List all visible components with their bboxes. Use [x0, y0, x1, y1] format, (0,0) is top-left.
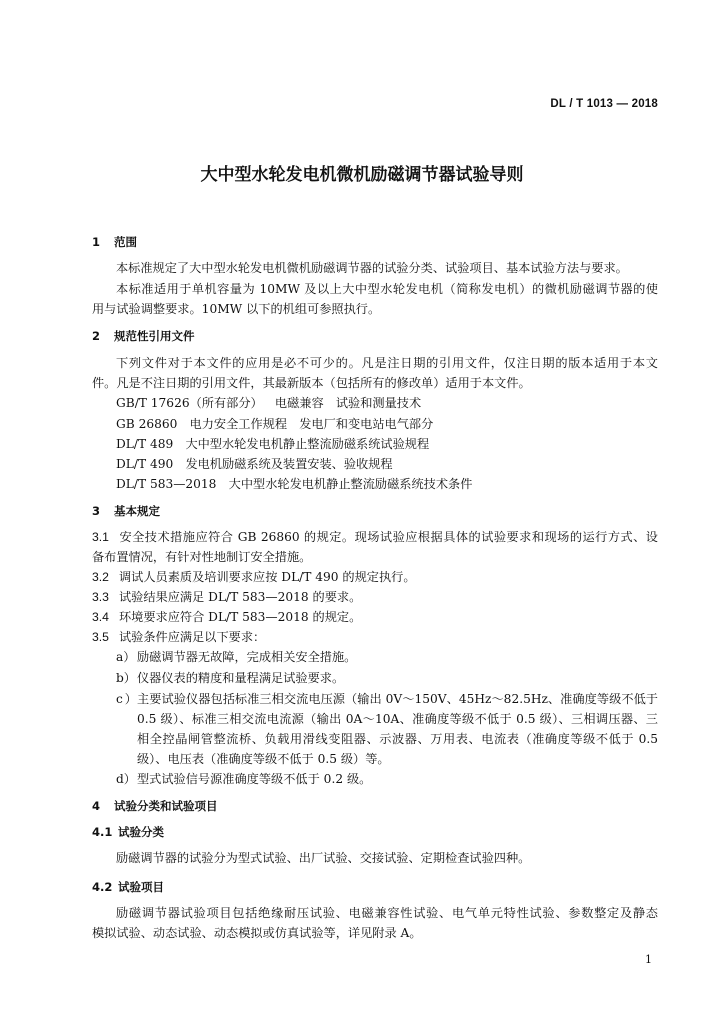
page-number: 1 [645, 953, 652, 966]
reference-title: 大中型水轮发电机静止整流励磁系统试验规程 [185, 437, 430, 451]
section-title: 基本规定 [114, 504, 160, 518]
paragraph-line: 下列文件对于本文件的应用是必不可少的。凡是注日期的引用文件，仅注日期的版本适用于本文 [116, 356, 658, 370]
list-item-d [116, 771, 371, 787]
item-label: a） [116, 650, 136, 664]
item-label: c） [116, 692, 137, 706]
list-item-c [116, 691, 658, 707]
clause-3-5 [92, 629, 265, 645]
clause-text: 安全技术措施应符合 GB 26860 的规定。现场试验应根据具体的试验要求和现场的运行方式、设 [119, 530, 658, 544]
item-text: 型式试验信号源准确度等级不低于 0.2 级。 [137, 772, 372, 786]
reference-item [116, 456, 393, 472]
reference-title: 电磁兼容 试验和测量技术 [274, 396, 422, 410]
reference-item [116, 395, 421, 411]
paragraph-line: 励磁调节器试验项目包括绝缘耐压试验、电磁兼容性试验、电气单元特性试验、参数整定及静态 [116, 906, 658, 920]
item-text: 仪器仪表的精度和量程满足试验要求。 [137, 671, 345, 685]
item-line: 相全控晶闸管整流桥、负载用滑线变阻器、示波器、万用表、电流表（准确度等级不低于 0.5 [137, 732, 658, 746]
section-1-heading [92, 234, 137, 250]
section-title: 规范性引用文件 [114, 329, 195, 343]
document-title: 大中型水轮发电机微机励磁调节器试验导则 [200, 165, 524, 185]
section-3-heading [92, 503, 160, 519]
list-item-a [116, 649, 356, 665]
item-text: 励磁调节器无故障，完成相关安全措施。 [137, 650, 357, 664]
section-number: 4 [92, 799, 101, 813]
item-line: 0.5 级）、标准三相交流电流源（输出 0A～10A、准确度等级不低于 0.5 级）、三相调压器、三 [137, 712, 658, 726]
paragraph: 本标准规定了大中型水轮发电机微机励磁调节器的试验分类、试验项目、基本试验方法与要求。 [116, 261, 628, 275]
clause-3-4 [92, 609, 361, 625]
clause-3-2 [92, 569, 416, 585]
paragraph-line: 用与试验调整要求。10MW 以下的机组可参照执行。 [92, 302, 381, 316]
reference-title: 发电机励磁系统及装置安装、验收规程 [185, 457, 393, 471]
clause-text: 环境要求应符合 DL/T 583—2018 的规定。 [119, 610, 362, 624]
reference-title: 电力安全工作规程 发电厂和变电站电气部分 [189, 417, 434, 431]
subsection-number: 4.2 [92, 880, 113, 894]
paragraph-line: 件。凡是不注日期的引用文件，其最新版本（包括所有的修改单）适用于本文件。 [92, 376, 531, 390]
clause-number: 3.3 [92, 590, 109, 604]
reference-item [116, 436, 429, 452]
section-4-heading [92, 798, 218, 814]
section-title: 范围 [114, 235, 137, 249]
reference-code: GB/T 17626（所有部分） [116, 396, 263, 410]
clause-number: 3.2 [92, 570, 109, 584]
clause-3-3 [92, 589, 361, 605]
reference-code: DL/T 490 [116, 457, 174, 471]
list-item-b [116, 670, 344, 686]
section-number: 1 [92, 235, 101, 249]
clause-number: 3.1 [92, 530, 109, 544]
paragraph-line: 本标准适用于单机容量为 10MW 及以上大中型水轮发电机（简称发电机）的微机励磁调节器的使 [116, 282, 658, 296]
reference-code: DL/T 583—2018 [116, 477, 217, 491]
item-text: 主要试验仪器包括标准三相交流电压源（输出 0V～150V、45Hz～82.5Hz、准确度等级不低于 [137, 692, 658, 706]
subsection-4-2-heading [92, 879, 164, 895]
item-line: 级）、电压表（准确度等级不低于 0.5 级）等。 [137, 752, 390, 766]
section-number: 2 [92, 329, 101, 343]
subsection-title: 试验项目 [118, 880, 164, 894]
subsection-4-1-heading [92, 824, 164, 840]
reference-code: GB 26860 [116, 417, 178, 431]
section-number: 3 [92, 504, 101, 518]
clause-text: 试验条件应满足以下要求： [119, 630, 266, 644]
section-title: 试验分类和试验项目 [114, 799, 218, 813]
clause-text: 调试人员素质及培训要求应按 DL/T 490 的规定执行。 [119, 570, 416, 584]
clause-text: 试验结果应满足 DL/T 583—2018 的要求。 [119, 590, 362, 604]
standard-code: DL / T 1013 — 2018 [550, 98, 658, 110]
reference-title: 大中型水轮发电机静止整流励磁系统技术条件 [228, 477, 473, 491]
section-2-heading [92, 328, 195, 344]
paragraph: 励磁调节器的试验分为型式试验、出厂试验、交接试验、定期检查试验四种。 [116, 851, 531, 865]
item-label: d） [116, 772, 136, 786]
reference-item [116, 476, 472, 492]
item-label: b） [116, 671, 136, 685]
clause-number: 3.5 [92, 630, 109, 644]
subsection-title: 试验分类 [118, 825, 164, 839]
clause-number: 3.4 [92, 610, 109, 624]
reference-item [116, 416, 433, 432]
paragraph-line: 模拟试验、动态试验、动态模拟或仿真试验等，详见附录 A。 [92, 926, 422, 940]
clause-3-1 [92, 529, 658, 545]
clause-line: 备布置情况，有针对性地制订安全措施。 [92, 550, 312, 564]
subsection-number: 4.1 [92, 825, 113, 839]
reference-code: DL/T 489 [116, 437, 174, 451]
